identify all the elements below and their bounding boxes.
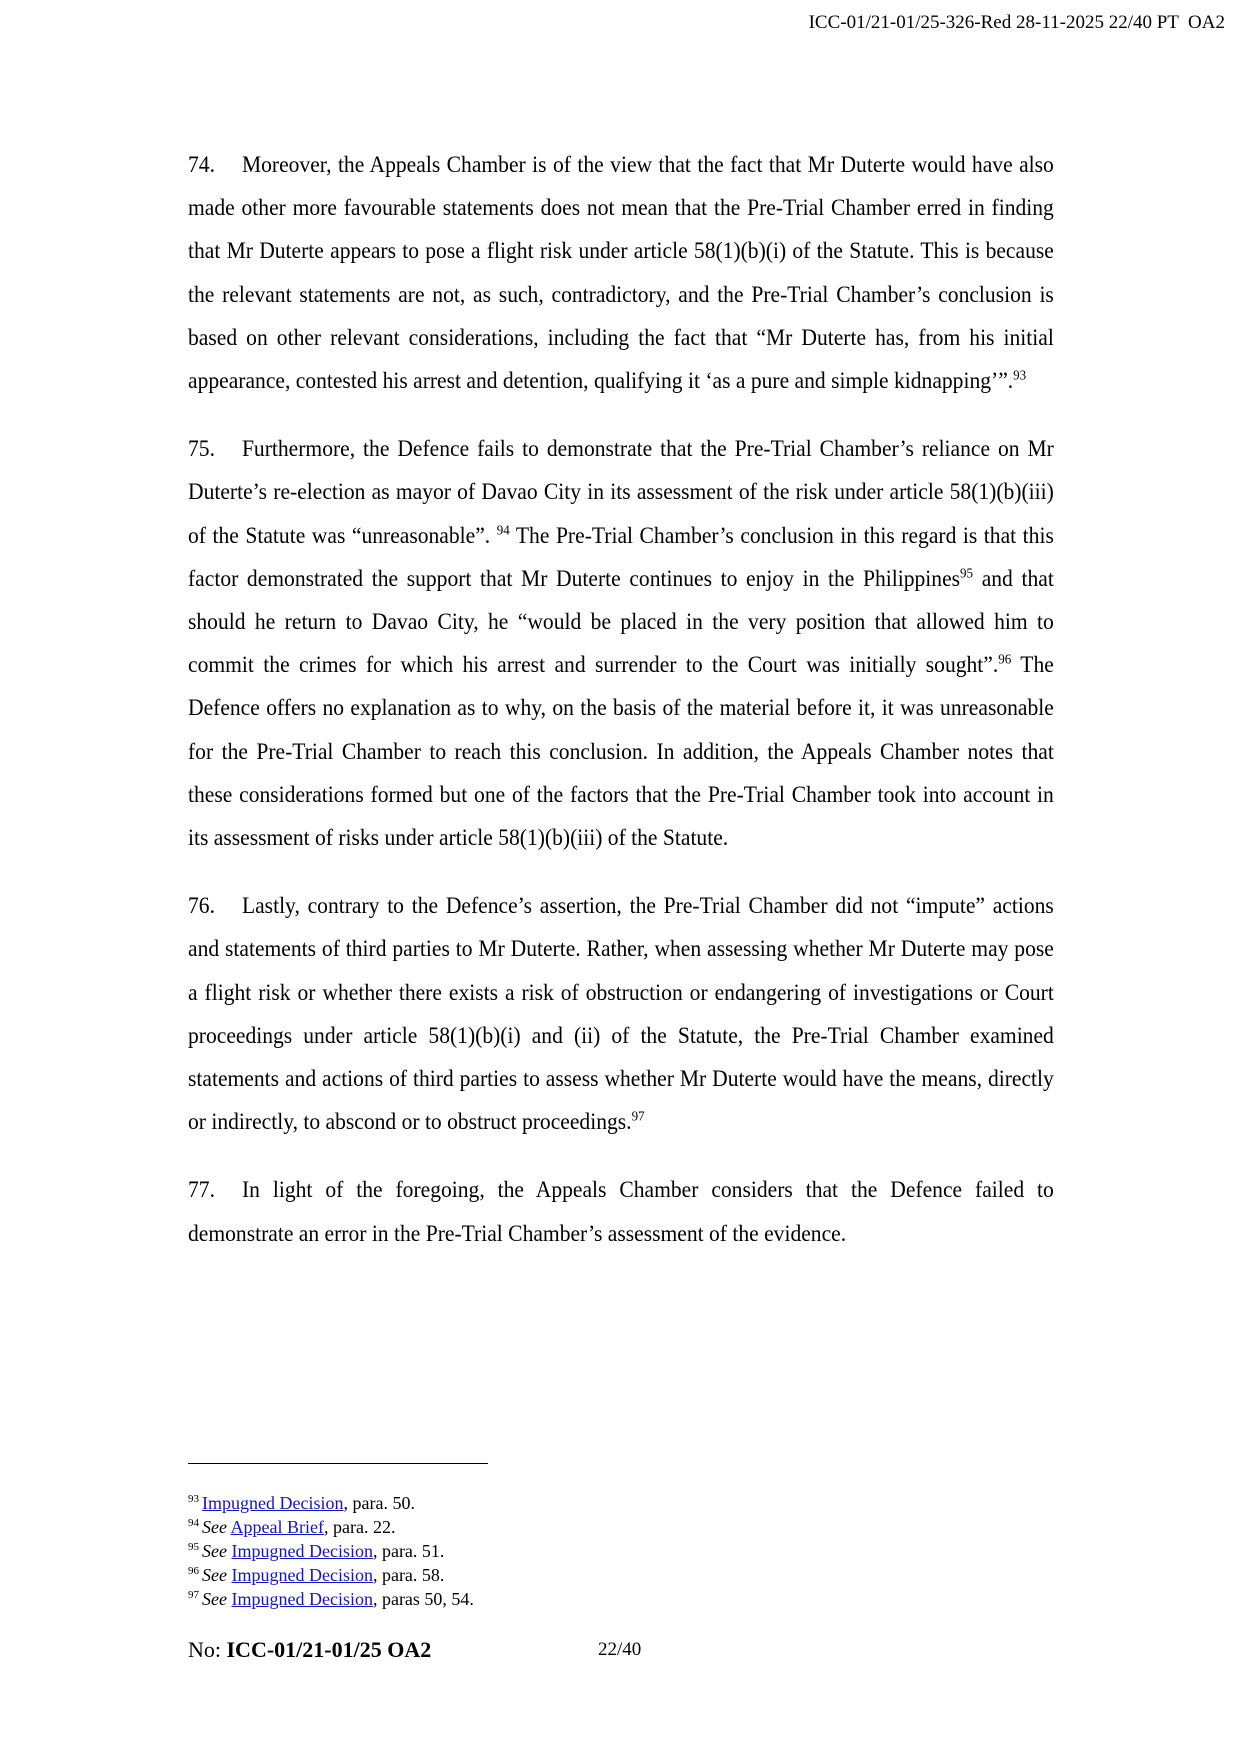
footnote-link[interactable]: Impugned Decision [231, 1541, 373, 1561]
footnote-link[interactable]: Impugned Decision [202, 1493, 344, 1513]
case-number: ICC-01/21-01/25 OA2 [226, 1637, 432, 1662]
footnote-suffix: , para. 22. [323, 1517, 396, 1537]
footnote-prefix: See [202, 1565, 227, 1585]
footnote-number: 95 [188, 1541, 199, 1553]
document-body [188, 144, 1054, 1281]
footnote-94 [188, 1515, 474, 1539]
footnote-number: 94 [188, 1517, 199, 1529]
footnote-number: 96 [188, 1565, 199, 1577]
footnote-suffix: , para. 51. [372, 1541, 445, 1561]
footnote-suffix: , paras 50, 54. [372, 1589, 474, 1609]
footnote-suffix: , para. 50. [343, 1493, 415, 1513]
case-label: No: [188, 1637, 221, 1662]
footnote-93 [188, 1491, 474, 1515]
paragraph-77 [188, 1169, 1054, 1255]
paragraph-number: 77. [188, 1177, 215, 1204]
paragraph-text: Moreover, the Appeals Chamber is of the view that the fact that Mr Duterte would have also made other more favourable statements does not mean that the Pre-Trial Chamber erred in finding that Mr Duterte appears to pose a flight risk under article 58(1)(b)(i) of the Statute. This is because the relevant statements are not, as such, contradictory, and the Pre-Trial Chamber’s conclusion is based on other relevant considerations, including the fact that “Mr Duterte has, from his initial appearance, contested his arrest and detention, qualifying it ‘as a pure and simple kidnapping’”. [188, 152, 1054, 395]
footnote-ref-97[interactable]: 97 [631, 1109, 645, 1125]
footnote-link[interactable]: Appeal Brief [230, 1517, 324, 1537]
page-number: 22/40 [598, 1639, 642, 1660]
footnotes [188, 1491, 474, 1611]
footnote-96 [188, 1563, 474, 1587]
paragraph-76 [188, 885, 1054, 1144]
footnote-ref-95[interactable]: 95 [960, 566, 974, 582]
footnote-link[interactable]: Impugned Decision [231, 1565, 373, 1585]
paragraph-text: Furthermore, the Defence fails to demonstrate that the Pre-Trial Chamber’s reliance on Mr Duterte’s re-election as mayor of Davao City in its assessment of the risk under article 58(1)(b)(iii) of the Statute was “unreasonable”. [188, 436, 1054, 549]
footnote-prefix: See [202, 1517, 227, 1537]
paragraph-text: In light of the foregoing, the Appeals Chamber considers that the Defence failed to demonstrate an error in the Pre-Trial Chamber’s assessment of the evidence. [188, 1177, 1054, 1247]
paragraph-text: and that should he return to Davao City, he “would be placed in the very position that allowed him to commit the crimes for which his arrest and surrender to the Court was initially sought”. [188, 565, 1054, 679]
footnote-prefix: See [202, 1589, 227, 1609]
footnote-97 [188, 1587, 474, 1611]
document-reference-header: ICC-01/21-01/25-326-Red 28-11-2025 22/40 PT OA2 [808, 12, 1225, 33]
footnote-separator [188, 1463, 488, 1464]
case-number-footer [188, 1637, 431, 1663]
footnote-prefix: See [202, 1541, 227, 1561]
paragraph-number: 76. [188, 893, 215, 920]
paragraph-text: Lastly, contrary to the Defence’s assertion, the Pre-Trial Chamber did not “impute” actions and statements of third parties to Mr Duterte. Rather, when assessing whether Mr Duterte may pose a flight risk or whether there exists a risk of obstruction or endangering of investigations or Court proceedings under article 58(1)(b)(i) and (ii) of the Statute, the Pre-Trial Chamber examined statements and actions of third parties to assess whether Mr Duterte would have the means, directly or indirectly, to abscond or to obstruct proceedings. [188, 893, 1054, 1136]
footnote-ref-93[interactable]: 93 [1013, 368, 1027, 384]
footnote-number: 97 [188, 1589, 199, 1601]
paragraph-text: The Pre-Trial Chamber’s conclusion in this regard is that this factor demonstrated the support that Mr Duterte continues to enjoy in the Philippines [188, 522, 1054, 592]
paragraph-75 [188, 428, 1054, 860]
footnote-link[interactable]: Impugned Decision [231, 1589, 373, 1609]
paragraph-74 [188, 144, 1054, 403]
footnote-95 [188, 1539, 474, 1563]
footnote-number: 93 [188, 1493, 199, 1505]
footnote-ref-94[interactable]: 94 [496, 522, 510, 538]
paragraph-text: The Defence offers no explanation as to why, on the basis of the material before it, it was unreasonable for the Pre-Trial Chamber to reach this conclusion. In addition, the Appeals Chamber notes that these considerations formed but one of the factors that the Pre-Trial Chamber took into account in its assessment of risks under article 58(1)(b)(iii) of the Statute. [188, 652, 1054, 852]
paragraph-number: 74. [188, 152, 215, 178]
footnote-ref-96[interactable]: 96 [998, 652, 1012, 668]
footnote-suffix: , para. 58. [372, 1565, 445, 1585]
paragraph-number: 75. [188, 436, 215, 463]
